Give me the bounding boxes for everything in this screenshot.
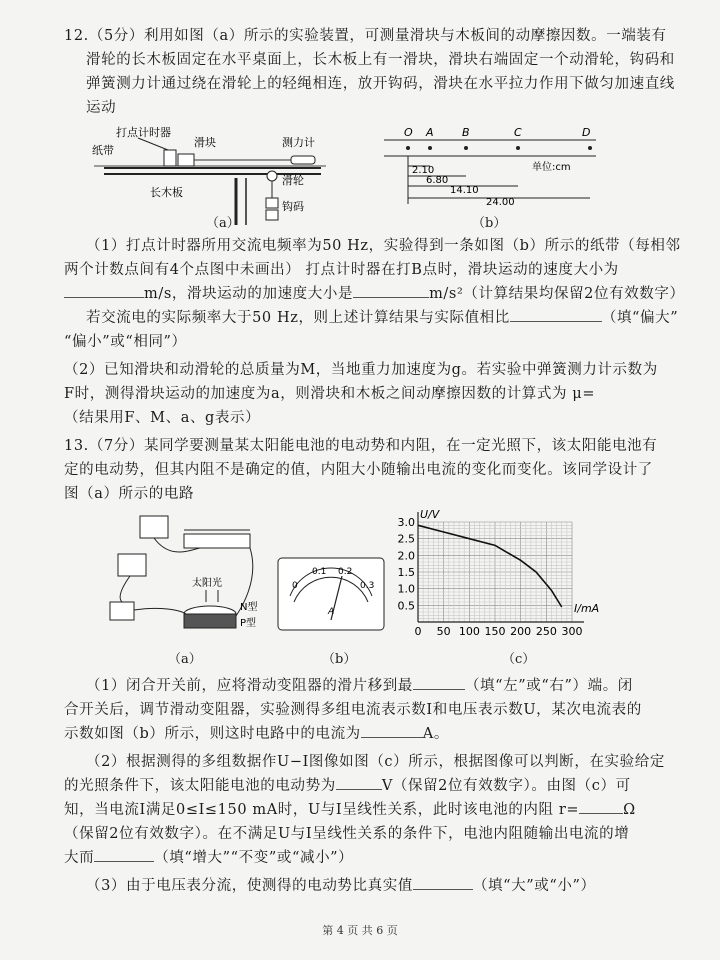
q12-p2-line-1: （2）已知滑块和动滑轮的总质量为M，当地重力加速度为g。若实验中弹簧测力计示数为 bbox=[64, 362, 658, 378]
answer-blank-slider-end[interactable] bbox=[413, 689, 465, 690]
q12-caption-b: （b） bbox=[472, 216, 507, 231]
q12-p1-line-2: 两个计数点间有4个点图中未画出） 打点计时器在打B点时，滑块运动的速度大小为 bbox=[64, 262, 619, 278]
point-d bbox=[588, 146, 592, 150]
x-tick-label: 200 bbox=[510, 625, 532, 638]
q12-line-1: 12.（5分）利用如图（a）所示的实验装置，可测量滑块与木板间的动摩擦因数。一端装有 bbox=[64, 28, 667, 44]
q13-figure-b bbox=[276, 556, 386, 632]
label-b: B bbox=[462, 126, 470, 139]
q12-caption-a: （a） bbox=[206, 216, 240, 231]
label-c: C bbox=[514, 126, 522, 139]
q13-p2-line-5: 大而 （填“增大”“不变”或“减小”） bbox=[64, 850, 354, 866]
chart-ylabel: U/V bbox=[420, 508, 440, 521]
q13-caption-c: （c） bbox=[502, 652, 536, 667]
answer-blank-compare[interactable] bbox=[510, 321, 602, 322]
q12-p2-line-2: F时，测得滑块运动的加速度为a，则滑块和木板之间动摩擦因数的计算式为 μ= bbox=[64, 386, 596, 402]
ammeter-tick-0: 0 bbox=[292, 581, 298, 591]
dim-label-oc: 14.10 bbox=[450, 185, 479, 196]
x-tick-label: 0 bbox=[414, 625, 422, 638]
point-c bbox=[516, 146, 520, 150]
q12-p1-line-1: （1）打点计时器所用交流电频率为50 Hz，实验得到一条如图（b）所示的纸带（每相邻 bbox=[86, 238, 681, 254]
leader-timer bbox=[138, 138, 168, 150]
label-a: A bbox=[426, 126, 434, 139]
x-tick-label: 300 bbox=[561, 625, 583, 638]
q13-line-2: 定的电动势，但其内阻不是确定的值，内阻大小随输出电流的变化而变化。该同学设计了 bbox=[64, 462, 653, 478]
point-b bbox=[464, 146, 468, 150]
rheostat-icon bbox=[184, 534, 250, 548]
q13-p2-line-2: 的光照条件下，该太阳能电池的电动势为 V（保留2位有效数字）。由图（c）可 bbox=[64, 778, 631, 794]
chart-xlabel: I/mA bbox=[574, 602, 600, 615]
q12-p1-line-4: 若交流电的实际频率大于50 Hz，则上述计算结果与实际值相比 （填“偏大” bbox=[86, 310, 679, 326]
label-o: O bbox=[404, 126, 413, 139]
answer-blank-velocity[interactable] bbox=[64, 297, 144, 298]
y-tick-label: 2.0 bbox=[397, 549, 415, 563]
x-tick-label: 100 bbox=[458, 625, 480, 638]
wires bbox=[120, 538, 253, 616]
dim-label-ob: 6.80 bbox=[426, 175, 449, 186]
weight-1 bbox=[266, 198, 278, 208]
label-sunlight: 太阳光 bbox=[192, 578, 222, 589]
label-board: 长木板 bbox=[150, 186, 183, 199]
q13-p1-line-3: 示数如图（b）所示，则这时电路中的电流为 A。 bbox=[64, 726, 449, 742]
q13-p3-line: （3）由于电压表分流，使测得的电动势比真实值 （填“大”或“小”） bbox=[86, 878, 596, 894]
q13-p2-line-1: （2）根据测得的多组数据作U−I图像如图（c）所示，根据图像可以判断，在实验给定 bbox=[86, 754, 665, 770]
label-tape: 纸带 bbox=[92, 144, 114, 157]
q13-line-3: 图（a）所示的电路 bbox=[64, 486, 195, 502]
q12-p1-line-3: m/s，滑块运动的加速度大小是 m/s²（计算结果均保留2位有效数字） bbox=[64, 284, 685, 304]
point-o bbox=[406, 146, 410, 150]
answer-blank-emf-compare[interactable] bbox=[413, 889, 473, 890]
q12-line-4: 运动 bbox=[86, 100, 117, 116]
label-timer: 打点计时器 bbox=[116, 126, 171, 139]
meter-2-icon bbox=[118, 554, 146, 576]
unit-label: 单位:cm bbox=[532, 162, 571, 173]
spring-scale bbox=[291, 156, 315, 164]
ammeter-unit: A bbox=[328, 607, 335, 617]
q13-p2-line-4: （保留2位有效数字）。在不满足U与I呈线性关系的条件下，电池内阻随输出电流的增 bbox=[64, 826, 630, 842]
q12-p1-line-5: “偏小”或“相同”） bbox=[64, 334, 187, 350]
ammeter-tick-3: 0.3 bbox=[360, 581, 375, 591]
q13-p1-line-1: （1）闭合开关前，应将滑动变阻器的滑片移到最 （填“左”或“右”）端。闭 bbox=[86, 678, 633, 694]
q13-caption-a: （a） bbox=[168, 652, 202, 667]
x-tick-label: 50 bbox=[436, 625, 451, 638]
answer-blank-emf[interactable] bbox=[336, 789, 382, 790]
dim-label-oa: 2.10 bbox=[412, 165, 435, 176]
timer bbox=[164, 150, 176, 166]
x-tick-label: 150 bbox=[484, 625, 506, 638]
pulley-icon bbox=[267, 171, 277, 181]
meter-1-icon bbox=[140, 516, 168, 538]
switch-icon bbox=[110, 602, 134, 620]
answer-blank-trend[interactable] bbox=[94, 861, 154, 862]
y-tick-label: 0.5 bbox=[397, 599, 415, 613]
chart-grid bbox=[418, 522, 572, 622]
label-weight: 钩码 bbox=[282, 200, 304, 213]
y-tick-label: 1.0 bbox=[397, 582, 415, 596]
answer-blank-resistance[interactable] bbox=[579, 813, 623, 814]
ammeter-tick-1: 0.1 bbox=[312, 567, 327, 577]
weight-2 bbox=[266, 210, 278, 220]
answer-blank-current[interactable] bbox=[361, 737, 423, 738]
q13-figure-a bbox=[100, 510, 270, 650]
q13-caption-b: （b） bbox=[322, 652, 357, 667]
x-tick-label: 250 bbox=[535, 625, 557, 638]
label-n-type: N型 bbox=[240, 602, 258, 613]
label-d: D bbox=[582, 126, 591, 139]
answer-blank-acceleration[interactable] bbox=[353, 297, 429, 298]
q12-figure-b bbox=[382, 126, 602, 206]
q12-p2-line-3: （结果用F、M、a、g表示） bbox=[64, 410, 261, 426]
label-slider: 滑块 bbox=[194, 136, 216, 149]
q13-ui-chart bbox=[392, 508, 602, 640]
q13-p1-line-2: 合开关后，调节滑动变阻器，实验测得多组电流表示数I和电压表示数U，某次电流表的 bbox=[64, 702, 642, 718]
slider-block bbox=[178, 154, 194, 166]
q13-p2-line-3: 知，当电流I满足0≤I≤150 mA时，U与I呈线性关系，此时该电池的内阻 r= Ω bbox=[64, 802, 636, 818]
page-footer: 第 4 页 共 6 页 bbox=[322, 924, 398, 937]
q12-line-3: 弹簧测力计通过绕在滑轮上的轻绳相连，放开钩码，滑块在水平拉力作用下做匀加速直线 bbox=[86, 76, 675, 92]
q12-line-2: 滑轮的长木板固定在水平桌面上，长木板上有一滑块，滑块右端固定一个动滑轮，钩码和 bbox=[86, 52, 675, 68]
solar-cell-body bbox=[184, 614, 236, 628]
y-tick-label: 3.0 bbox=[397, 516, 415, 529]
y-tick-label: 2.5 bbox=[397, 532, 415, 546]
ammeter-tick-2: 0.2 bbox=[338, 567, 353, 577]
q13-line-1: 13.（7分）某同学要测量某太阳能电池的电动势和内阻，在一定光照下，该太阳能电池有 bbox=[64, 438, 658, 454]
label-scale: 测力计 bbox=[282, 136, 315, 149]
y-tick-label: 1.5 bbox=[397, 566, 415, 579]
dim-label-od: 24.00 bbox=[486, 197, 515, 206]
label-p-type: P型 bbox=[240, 618, 257, 629]
label-pulley: 滑轮 bbox=[282, 174, 304, 187]
point-a bbox=[428, 146, 432, 150]
